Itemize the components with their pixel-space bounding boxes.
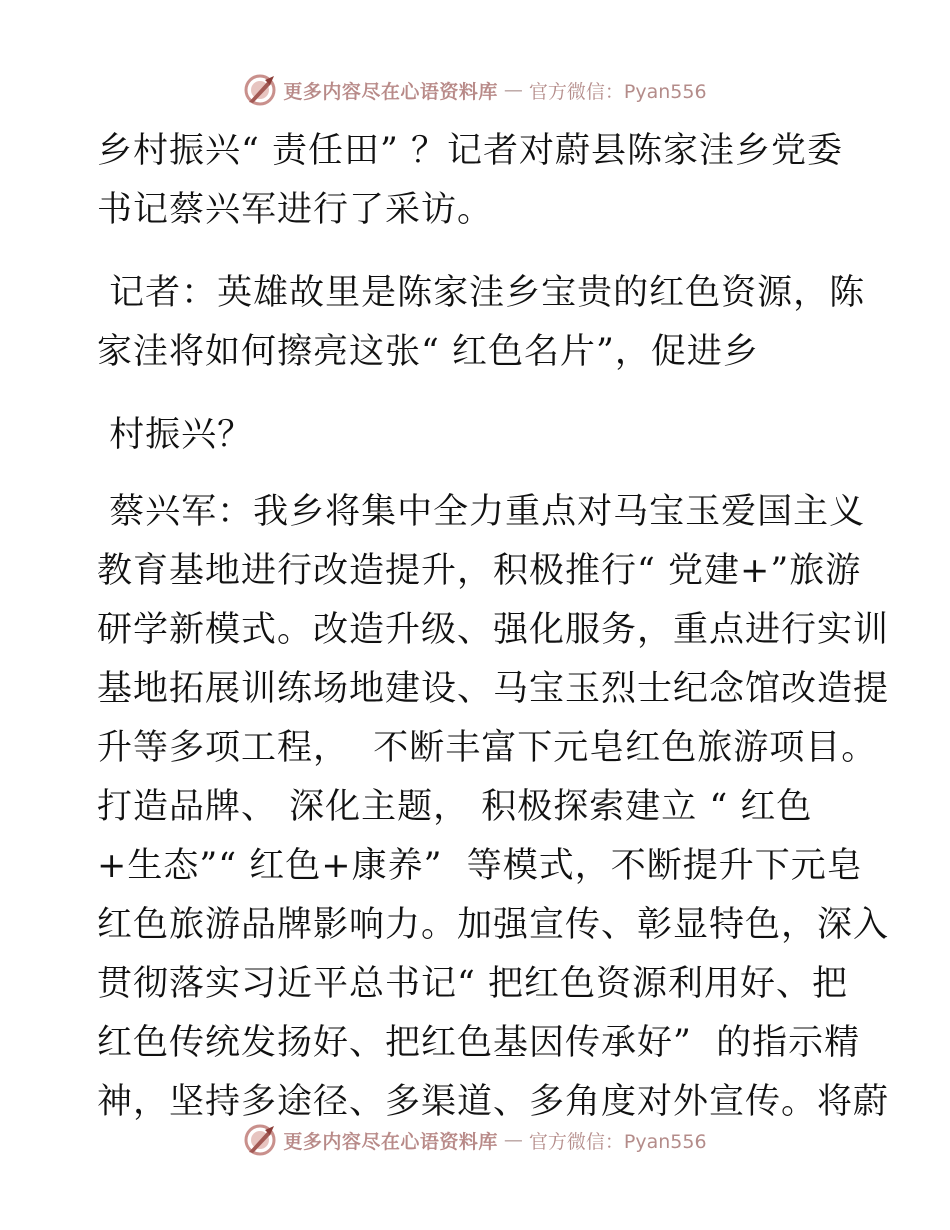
text-line: 研学新模式。改造升级、强化服务，重点进行实训: [97, 610, 890, 650]
text-line: 贯彻落实习近平总书记“ 把红色资源利用好、把: [97, 964, 849, 1004]
quill-seal-icon: [243, 1123, 277, 1157]
text-line: 教育基地进行改造提升，积极推行“ 党建+”旅游: [97, 551, 862, 591]
header-watermark: [0, 70, 950, 110]
paragraph-question: [97, 264, 866, 382]
quill-seal-icon: [243, 73, 277, 107]
watermark-wechat-text: 官方微信：Pyan556: [528, 80, 707, 103]
text-line: 乡村振兴“ 责任田” ？记者对蔚县陈家洼乡党委: [97, 131, 844, 171]
paragraph-answer: [97, 483, 890, 1132]
watermark-separator: —: [503, 1129, 523, 1151]
text-line: 打造品牌、 深化主题， 积极探索建立 “ 红色: [97, 787, 813, 827]
text-line: 家洼将如何擦亮这张“ 红色名片”，促进乡: [97, 332, 759, 372]
text-line: 红色传统发扬好、把红色基因传承好” 的指示精: [97, 1023, 861, 1063]
article-body: [97, 122, 890, 1122]
text-line: 升等多项工程， 不断丰富下元皂红色旅游项目。: [97, 728, 878, 768]
paragraph-intro: [97, 122, 857, 240]
text-line: 书记蔡兴军进行了采访。: [97, 190, 494, 230]
text-line: 记者：英雄故里是陈家洼乡宝贵的红色资源，陈: [97, 273, 866, 313]
text-line: 村振兴？: [97, 415, 254, 455]
watermark-wechat-text: 官方微信：Pyan556: [528, 1130, 707, 1153]
watermark-brand-text: 更多内容尽在心语资料库: [283, 80, 498, 103]
text-line: +生态”“ 红色+康养” 等模式，不断提升下元皂: [97, 846, 863, 886]
text-line: 基地拓展训练场地建设、马宝玉烈士纪念馆改造提: [97, 669, 890, 709]
watermark-brand-text: 更多内容尽在心语资料库: [283, 1130, 498, 1153]
text-line: 神，坚持多途径、多渠道、多角度对外宣传。将蔚: [97, 1082, 890, 1122]
text-line: 蔡兴军：我乡将集中全力重点对马宝玉爱国主义: [97, 492, 866, 532]
text-line: 红色旅游品牌影响力。加强宣传、彰显特色，深入: [97, 905, 890, 945]
watermark-separator: —: [503, 79, 523, 101]
footer-watermark: [0, 1120, 950, 1160]
paragraph-question-end: [97, 406, 857, 465]
